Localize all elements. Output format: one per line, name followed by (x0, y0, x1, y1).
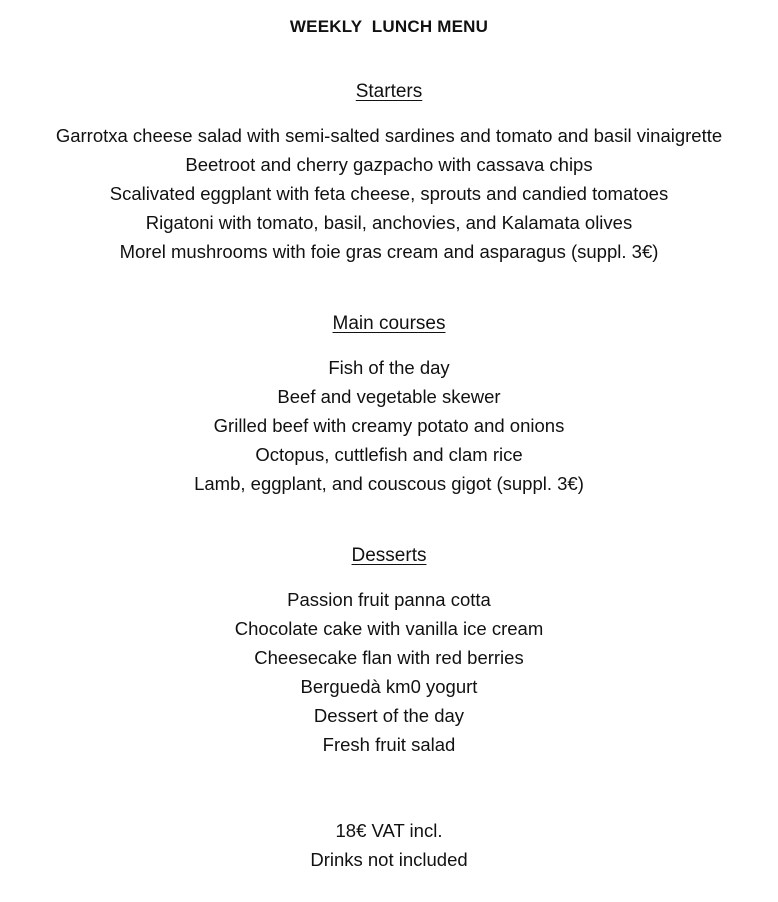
main-courses-list (0, 353, 778, 498)
starters-list (0, 121, 778, 266)
main-courses-heading (0, 312, 778, 336)
desserts-heading (0, 544, 778, 568)
list-item: Scalivated eggplant with feta cheese, sprouts and candied tomatoes (109, 183, 669, 204)
price-note: 18€ VAT incl. (335, 820, 443, 841)
list-item: Lamb, eggplant, and couscous gigot (suppl. 3€) (194, 473, 584, 494)
list-item: Beef and vegetable skewer (277, 386, 501, 407)
drinks-note: Drinks not included (310, 849, 468, 870)
list-item: Passion fruit panna cotta (287, 589, 491, 610)
menu-footer (0, 816, 778, 874)
main-courses-heading-label: Main courses (332, 313, 446, 334)
list-item: Octopus, cuttlefish and clam rice (255, 444, 523, 465)
list-item: Grilled beef with creamy potato and onions (213, 415, 565, 436)
list-item: Beetroot and cherry gazpacho with cassava chips (185, 154, 593, 175)
desserts-heading-label: Desserts (351, 545, 427, 566)
list-item: Chocolate cake with vanilla ice cream (234, 618, 544, 639)
starters-heading (0, 80, 778, 104)
desserts-list (0, 585, 778, 759)
list-item: Morel mushrooms with foie gras cream and asparagus (suppl. 3€) (119, 241, 659, 262)
list-item: Rigatoni with tomato, basil, anchovies, and Kalamata olives (145, 212, 633, 233)
menu-title: WEEKLY LUNCH MENU (289, 17, 489, 36)
list-item: Berguedà km0 yogurt (300, 676, 478, 697)
list-item: Fresh fruit salad (322, 734, 456, 755)
list-item: Fish of the day (328, 357, 450, 378)
list-item: Dessert of the day (313, 705, 465, 726)
starters-heading-label: Starters (355, 81, 423, 102)
list-item: Garrotxa cheese salad with semi-salted sardines and tomato and basil vinaigrette (55, 125, 723, 146)
list-item: Cheesecake flan with red berries (254, 647, 524, 668)
